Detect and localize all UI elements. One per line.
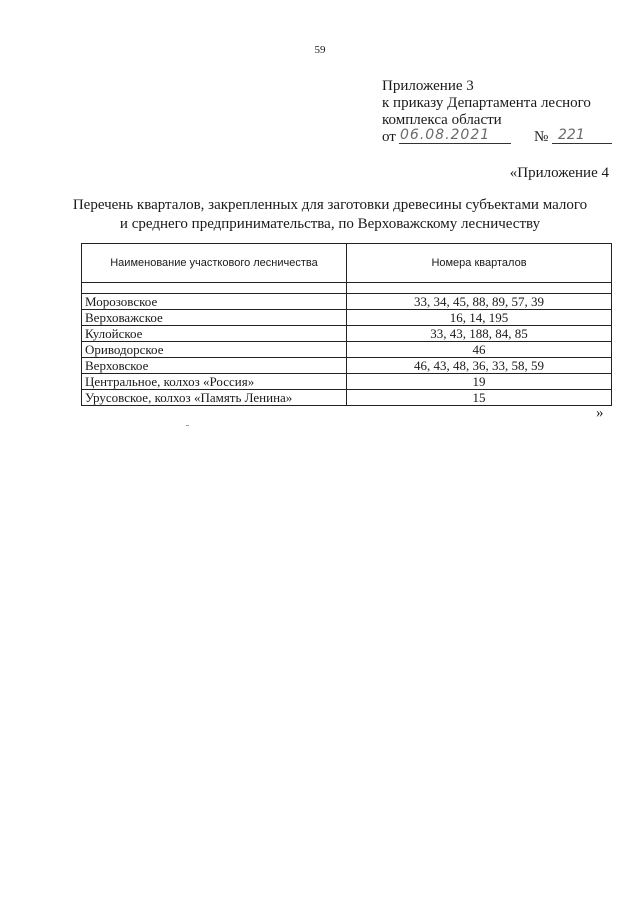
document-title-line-1: Перечень кварталов, закрепленных для заготовки древесины субъектами малого <box>72 197 588 213</box>
table-row <box>82 358 612 374</box>
table-row <box>82 326 612 342</box>
appendix-header <box>382 78 591 147</box>
scan-speck <box>186 425 189 426</box>
forestry-name-cell: Урусовское, колхоз «Память Ленина» <box>82 390 347 406</box>
quarter-numbers-cell: 33, 34, 45, 88, 89, 57, 39 <box>347 294 612 310</box>
order-number-label: № <box>534 129 549 145</box>
table-header-row <box>82 244 612 283</box>
document-title-line-2: и среднего предпринимательства, по Верховажскому лесничеству <box>119 216 541 232</box>
table-row <box>82 374 612 390</box>
forest-quarters-table <box>81 243 612 406</box>
document-title <box>70 196 590 234</box>
quarter-numbers-cell: 46 <box>347 342 612 358</box>
forestry-name-cell: Кулойское <box>82 326 347 342</box>
appendix-line-2: к приказу Департамента лесного <box>382 95 591 111</box>
table-row <box>82 310 612 326</box>
table-row <box>82 294 612 310</box>
quarter-numbers-cell: 46, 43, 48, 36, 33, 58, 59 <box>347 358 612 374</box>
page-number: 59 <box>314 44 326 56</box>
quarter-numbers-cell: 19 <box>347 374 612 390</box>
appendix-line-3: комплекса области <box>382 112 502 128</box>
table-row <box>82 390 612 406</box>
header-quarter-numbers: Номера кварталов <box>347 244 612 283</box>
quarter-numbers-cell: 16, 14, 195 <box>347 310 612 326</box>
header-forestry-name: Наименование участкового лесничества <box>82 244 347 283</box>
table-row <box>82 342 612 358</box>
closing-quote: » <box>596 405 604 421</box>
order-date-handwritten: 06.08.2021 <box>400 127 491 143</box>
forestry-name-cell: Ориводорское <box>82 342 347 358</box>
order-reference <box>382 129 591 147</box>
appendix-4-title: «Приложение 4 <box>509 165 609 181</box>
forestry-name-cell: Центральное, колхоз «Россия» <box>82 374 347 390</box>
table-spacer-row <box>82 283 612 294</box>
order-number-handwritten: 221 <box>558 127 585 143</box>
forestry-name-cell: Верховажское <box>82 310 347 326</box>
forestry-name-cell: Морозовское <box>82 294 347 310</box>
appendix-line-1: Приложение 3 <box>382 78 474 94</box>
quarter-numbers-cell: 33, 43, 188, 84, 85 <box>347 326 612 342</box>
quarter-numbers-cell: 15 <box>347 390 612 406</box>
forestry-name-cell: Верховское <box>82 358 347 374</box>
order-date-prefix: от <box>382 129 396 145</box>
